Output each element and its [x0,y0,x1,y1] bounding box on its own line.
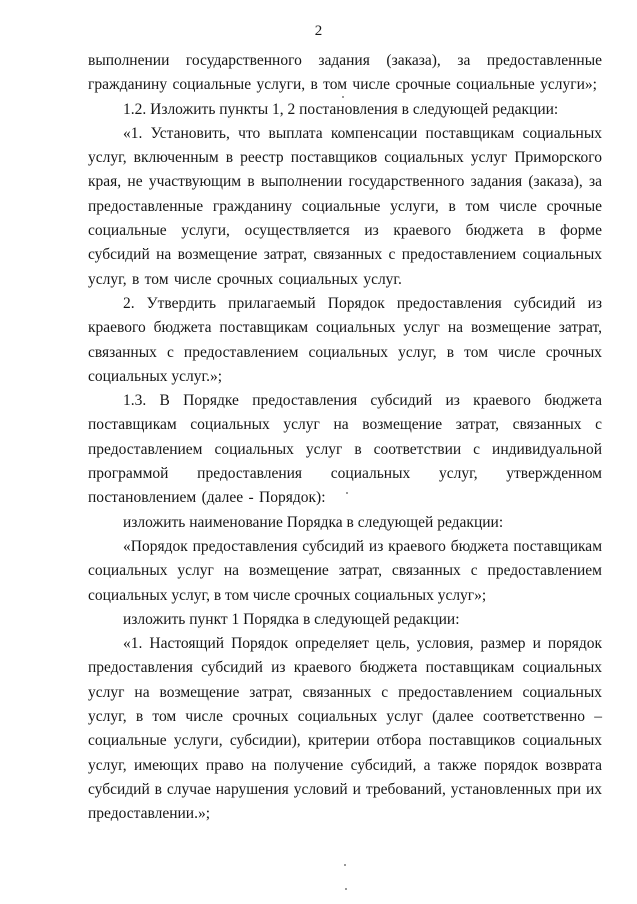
scan-speck [344,864,346,866]
scan-speck [345,888,347,890]
paragraph-instruction-point-1: изложить пункт 1 Порядка в следующей редакции: [123,610,460,628]
scan-speck [346,492,348,494]
paragraph-item-1-3: 1.3. В Порядке предоставления субсидий из краевого бюджета поставщикам социальных услуг на возмещение затрат, связанных с предоставлением социальных услуг в соответствии с индивидуальной программой предоставления социальных услуг, утвержденном постановлением (далее - Порядок): [88,392,602,507]
scan-speck [342,96,344,98]
document-body [88,49,602,827]
paragraph-quoted-order-point-1: «1. Настоящий Порядок определяет цель, условия, размер и порядок предоставления субсидий из краевого бюджета поставщикам социальных услуг на возмещение затрат, связанных с предоставлением социальных услуг, в том числе срочных социальных услуг (далее соответственно – социальные услуги, субсидии), критерии отбора поставщиков социальных услуг, имеющих право на получение субсидий, а также порядок возврата субсидий в случае нарушения условий и требований, установленных при их предоставлении.»; [88,635,602,823]
paragraph-quoted-point-1: «1. Установить, что выплата компенсации поставщикам социальных услуг, включенным в реестр поставщиков социальных услуг Приморского края, не участвующим в выполнении государственного задания (заказа), за предоставленные гражданину социальные услуги, в том числе срочные социальные услуги, осуществляется из краевого бюджета в форме субсидий на возмещение затрат, связанных с предоставлением социальных услуг, в том числе срочных социальных услуг. [88,124,602,288]
paragraph-quoted-point-2: 2. Утвердить прилагаемый Порядок предоставления субсидий из краевого бюджета поставщикам социальных услуг на возмещение затрат, связанных с предоставлением социальных услуг, в том числе срочных социальных услуг.»; [88,294,602,385]
paragraph-quoted-name: «Порядок предоставления субсидий из краевого бюджета поставщикам социальных услуг на возмещение затрат, связанных с предоставлением социальных услуг, в том числе срочных социальных услуг»; [88,537,602,604]
paragraph-item-1-2: 1.2. Изложить пункты 1, 2 постановления в следующей редакции: [123,100,559,118]
paragraph-continuation: выполнении государственного задания (заказа), за предоставленные гражданину социальные услуги, в том числе срочные социальные услуги»; [88,52,602,94]
paragraph-instruction-name: изложить наименование Порядка в следующей редакции: [123,513,504,531]
page-number: 2 [314,23,323,39]
